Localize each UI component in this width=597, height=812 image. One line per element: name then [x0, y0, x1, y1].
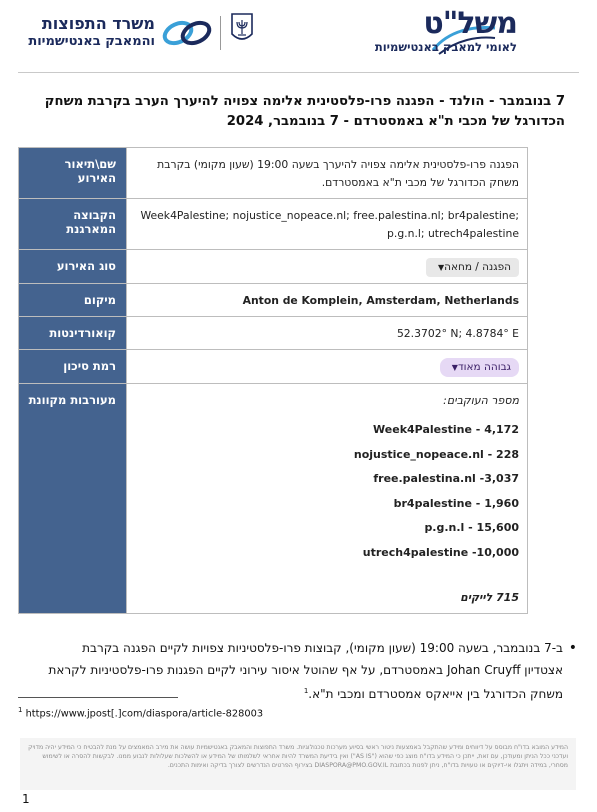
organizing-group-value: Week4Palestine; nojustice_nopeace.nl; free.palestina.nl; br4palestine; p.g.n.l; utrech4palestine [127, 199, 528, 250]
mashlat-name: משל"ט [423, 6, 517, 41]
chevron-down-icon: ▼ [437, 263, 445, 272]
mashlat-logo [317, 6, 517, 56]
event-description-label: שם\תיאור האירוע [19, 148, 127, 199]
organizing-group-label: הקבוצה המארגנת [19, 199, 127, 250]
document-title: 7 בנובמבר - הולנד - הפגנה פרו-פלסטינית אלימה צפויה להיערך הערב בקרבת משחק הכדורגל של מכבי ת"א באמסטרדם - 7 בנובמבר, 2024 [44, 94, 565, 129]
location-label: מיקום [19, 284, 127, 317]
footnote-number: 1 [18, 706, 23, 714]
footnote-reference[interactable]: 1 [303, 687, 309, 695]
ministry-name-line2: והמאבק באנטישמיות [28, 34, 155, 49]
follower-count: free.palestina.nl -3,037 [373, 472, 519, 485]
event-type-label: סוג האירוע [19, 250, 127, 284]
coordinates-label: קואורדינטות [19, 317, 127, 350]
footnote-link[interactable]: https://www.jpost[.]com/diaspora/article-828003 [25, 708, 264, 720]
table-row [19, 199, 528, 250]
follower-count: br4palestine - 1,960 [393, 496, 519, 510]
follower-count: utrech4palestine -10,000 [362, 545, 519, 559]
likes-count: 715 לייקים [460, 591, 519, 604]
event-type-dropdown[interactable]: הפגנה / מחאה▼ [426, 258, 519, 277]
table-row [19, 384, 528, 614]
footnote [18, 706, 418, 719]
risk-level-dropdown[interactable]: גבוהה מאוד▼ [440, 358, 519, 377]
table-row [19, 250, 528, 284]
follower-count: Week4Palestine - 4,172 [373, 423, 519, 436]
event-description-value: הפגנה פרו-פלסטינית אלימה צפויה להיערך בשעה 19:00 (שעון מקומי) בקרבת משחק הכדורגל של מכבי ת"א באמסטרדם. [127, 148, 528, 199]
chain-links-icon [160, 16, 214, 50]
table-row [19, 148, 528, 199]
ministry-logo [20, 8, 250, 58]
menorah-emblem-icon [230, 12, 254, 44]
footnote-divider [18, 697, 178, 698]
page-header [0, 0, 597, 64]
online-engagement-label: מעורבות מקוונת [19, 384, 127, 614]
bullet-marker: • [568, 640, 577, 656]
online-engagement-value [127, 384, 528, 614]
disclaimer-box: המידע המובא בדו"ח מבוסס על דיווחים ומידע שהתקבל באמצעות ניטור ראשי בסיוע מערכות טכנולוגיות. משרד התפוצות והמאבק באנטישמיות עושה את מירב המאמצים על מנת להבטיח כי המידע יהיה מדויק ועדכני ככל הניתן ומעודכן, עם זאת, ייתכן כי המידע בדו"ח מוצג כפי שהוא ("AS IS") ואין בידיעת המשרד להיות אחראי לשלמותו של המידע או להשלכות שעלולות לנבוע ממנו. לבקשות להסרה או לשימוש מסחרי, במידה ויתגלו אי-דיוקים או טעויות בדו"ח, ניתן לפנות בכתובת DIASPORA@PMO.GOV.IL בצירוף הפרטים הנדרשים לצורך בדיקה ואימות התכנים. [20, 738, 576, 790]
follower-count: p.g.n.l - 15,600 [424, 521, 519, 534]
risk-level-value [127, 350, 528, 384]
mashlat-tagline: לאומי למאבק באנטישמיות [374, 40, 517, 54]
chevron-down-icon: ▼ [451, 363, 458, 372]
bullet-paragraph [43, 638, 577, 706]
logo-divider [220, 16, 221, 50]
bullet-text: ב-7 בנובמבר, בשעה 19:00 (שעון מקומי), קבוצות פרו-פלסטיניות צפויות לקיים הפגנה בקרבת אצטדיון Johan Cruyff באמסטרדם, על אף שהוטל איסור עירוני לקיים הפגנות פרו-פלסטיניות לקראת משחק הכדורגל בין אייאקס אמסטרדם ומכבי ת"א. [48, 641, 563, 701]
header-divider [18, 72, 579, 73]
event-type-value [127, 250, 528, 284]
risk-level-label: רמת סיכון [19, 350, 127, 384]
table-row [19, 350, 528, 384]
coordinates-value: 52.3702° N; 4.8784° E [127, 317, 528, 350]
page-number: 1 [22, 792, 30, 806]
table-row [19, 317, 528, 350]
follower-count: nojustice_nopeace.nl - 228 [353, 447, 519, 461]
event-info-table [18, 147, 528, 614]
ministry-name-line1: משרד התפוצות [41, 14, 155, 33]
location-value: Anton de Komplein, Amsterdam, Netherlands [127, 284, 528, 317]
followers-heading: מספר העוקבים: [443, 394, 519, 407]
table-row [19, 284, 528, 317]
